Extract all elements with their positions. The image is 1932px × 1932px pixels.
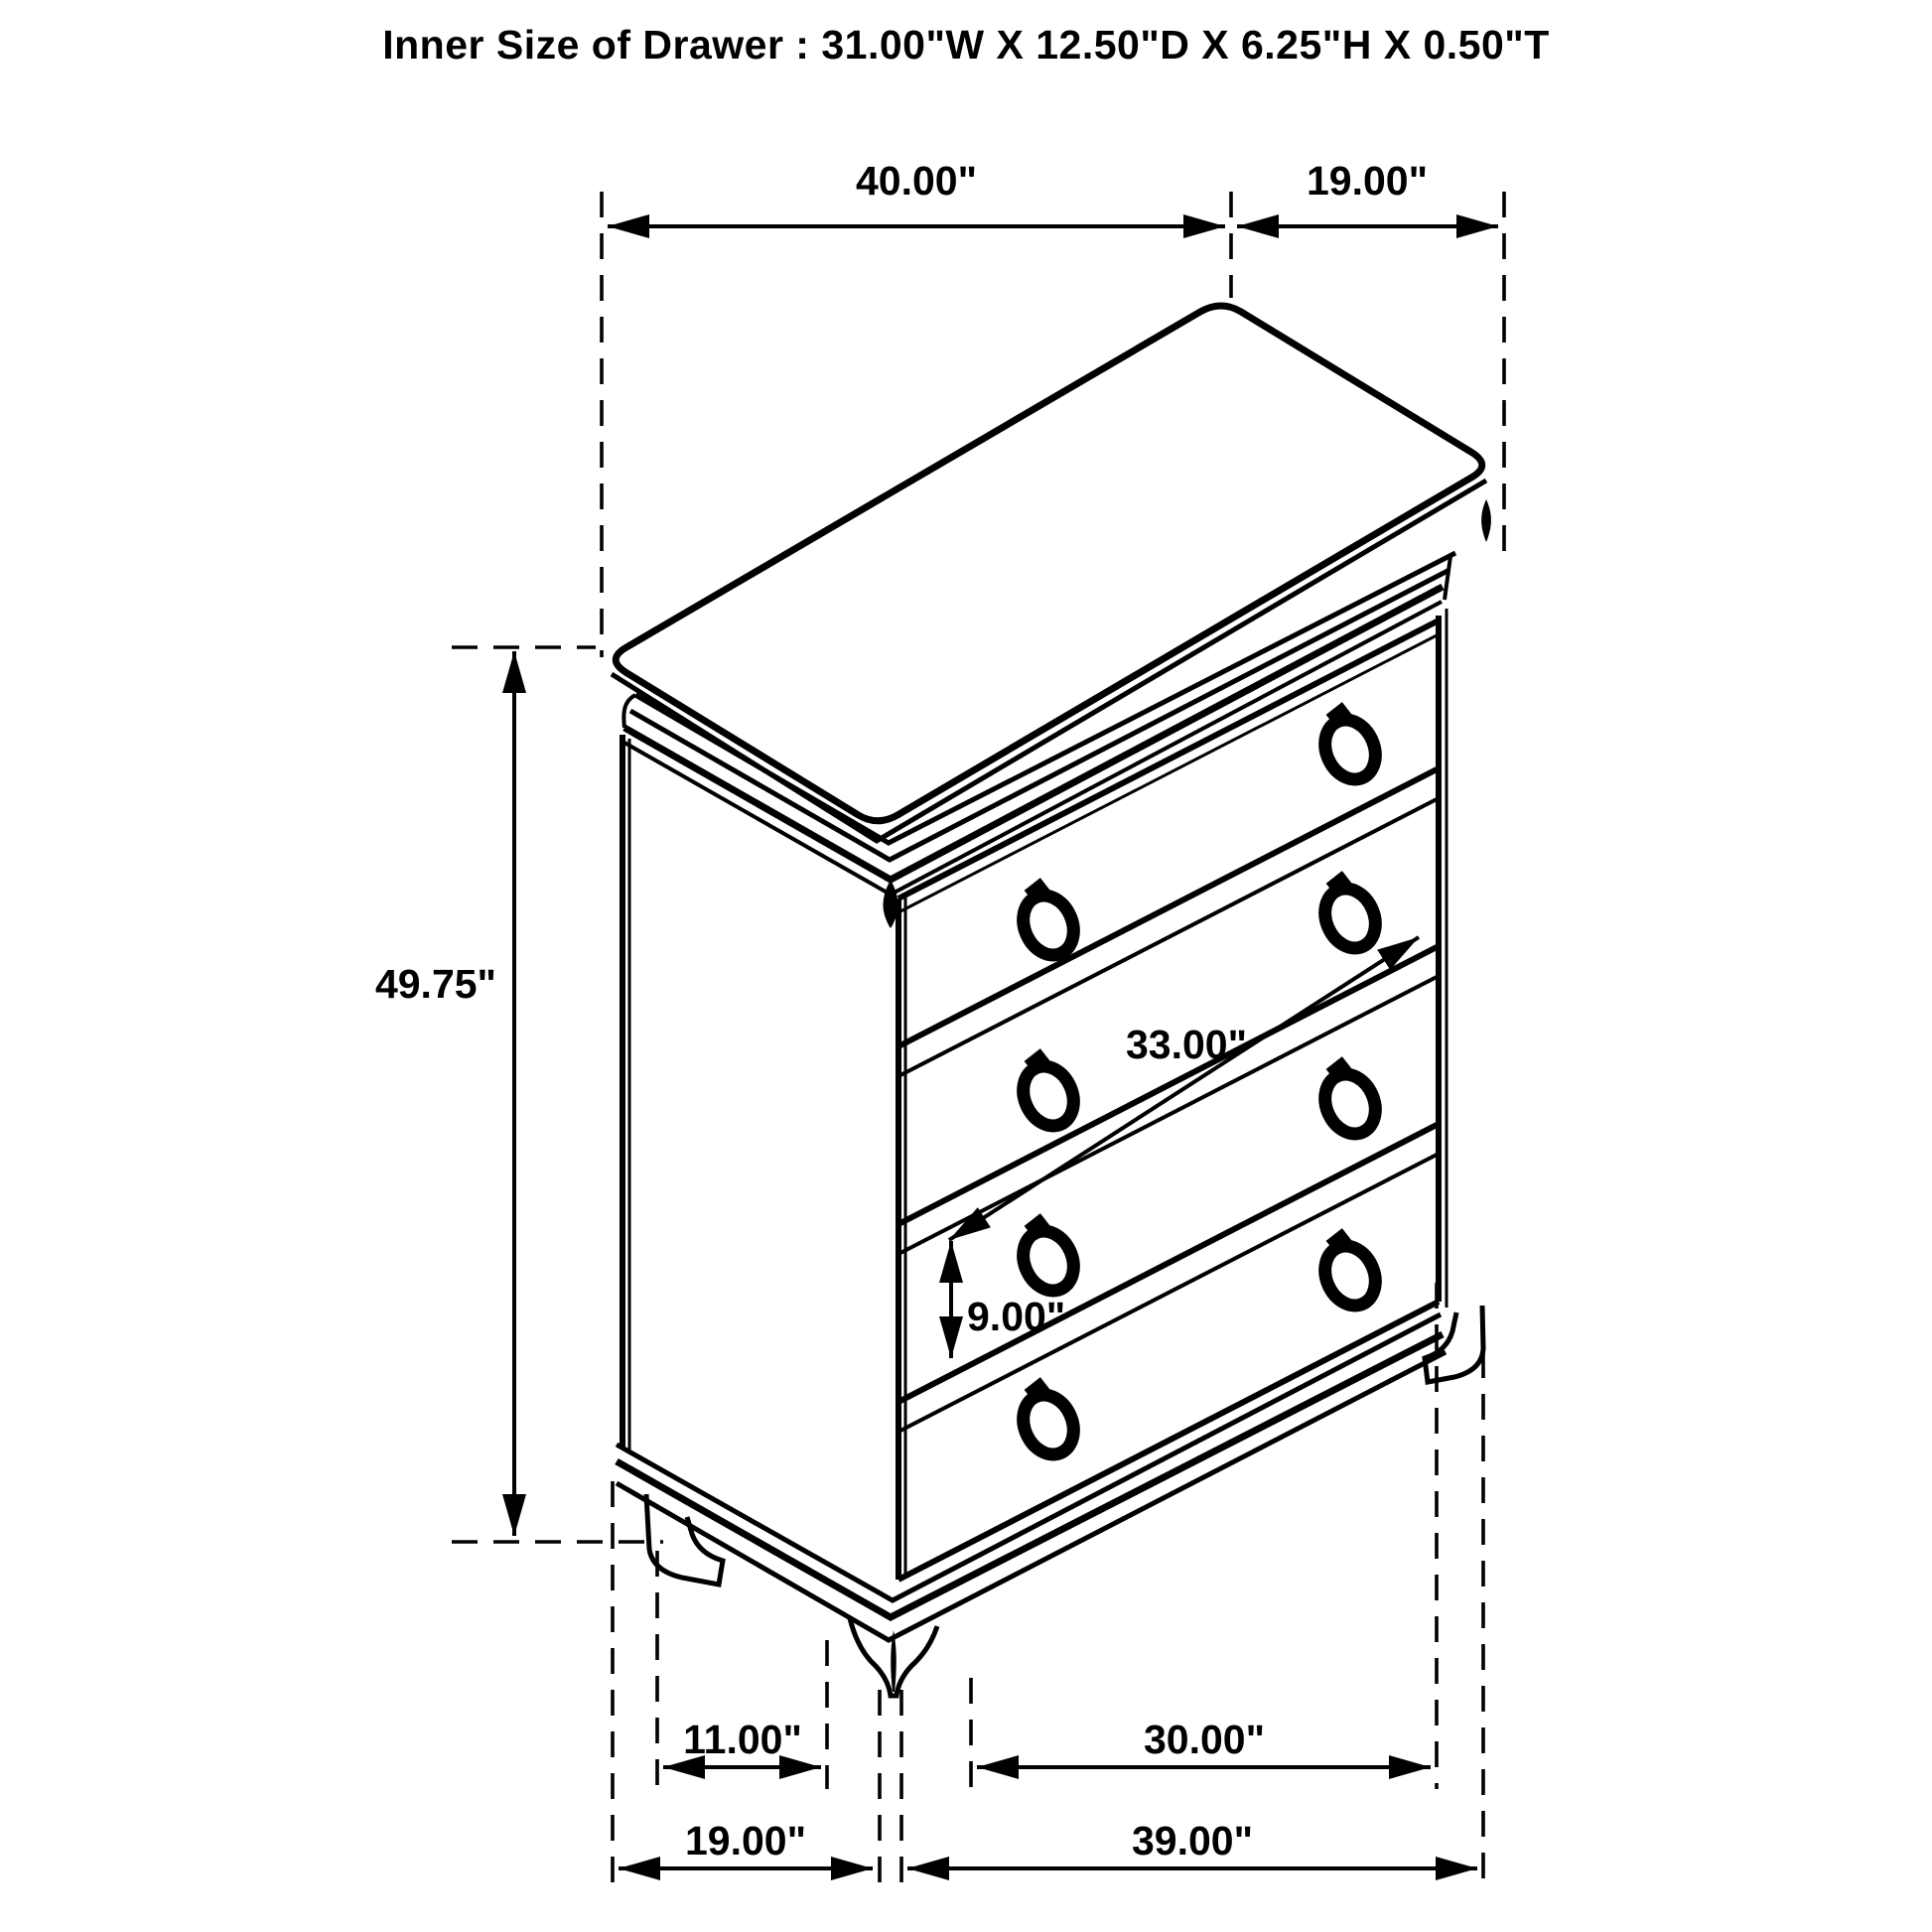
ring-pull: [1008, 1043, 1083, 1134]
dim-label-base-width: 39.00": [1131, 1818, 1254, 1863]
ring-pull: [1008, 1372, 1083, 1462]
ring-pull: [1310, 866, 1385, 956]
right-corner-finial: [1481, 499, 1491, 542]
ring-pull: [1310, 1051, 1385, 1142]
ring-pull: [1310, 697, 1385, 787]
left-side-panel: [622, 735, 629, 1450]
dim-label-drawer-width: 33.00": [1125, 1022, 1248, 1067]
dim-label-height: 49.75": [374, 961, 496, 1007]
ring-pull: [1310, 1223, 1385, 1313]
cornice-molding: [623, 499, 1491, 928]
ring-pull: [1008, 873, 1083, 963]
dim-label-top-width: 40.00": [855, 158, 978, 204]
dim-label-foot-inset: 11.00": [683, 1717, 802, 1762]
ring-pull: [1008, 1208, 1083, 1299]
extension-lines: [452, 192, 1504, 1894]
dim-label-base-depth: 19.00": [684, 1818, 807, 1863]
dim-label-top-depth: 19.00": [1306, 158, 1429, 204]
dim-label-front-foot-span: 30.00": [1143, 1717, 1266, 1762]
front-corner-stile: [898, 895, 905, 1580]
dimension-lines: [514, 226, 1498, 1868]
chest-drawing: [612, 306, 1491, 1696]
chest-top-surface: [616, 306, 1482, 821]
dim-label-drawer-height: 9.00": [967, 1294, 1066, 1339]
feet: [646, 1306, 1483, 1696]
diagram-title: Inner Size of Drawer : 31.00"W X 12.50"D X 6.25"H X 0.50"T: [382, 22, 1550, 68]
